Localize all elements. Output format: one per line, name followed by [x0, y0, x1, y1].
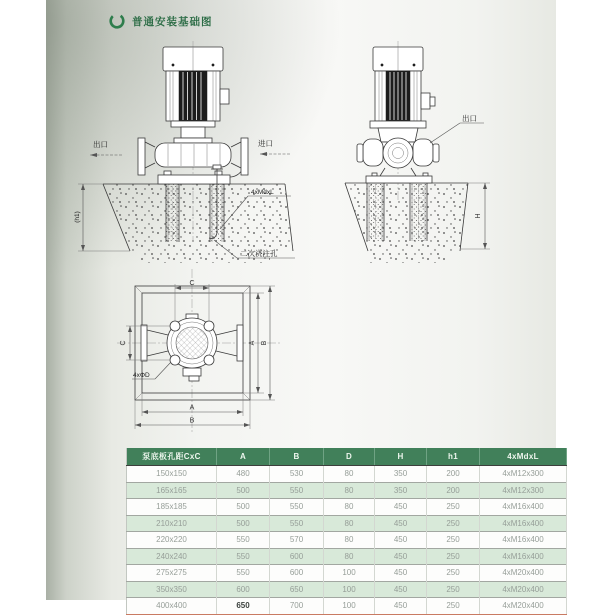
volute-casing [383, 138, 413, 168]
front-view-drawing [60, 35, 310, 270]
foundation-side [345, 183, 468, 263]
grout-hole-label: 二次浇注孔 [240, 249, 278, 258]
row-size-cell: 240x240 [127, 548, 217, 565]
row-value-cell: 550 [270, 482, 324, 499]
col-header-h1: h1 [427, 448, 480, 466]
row-value-cell: 80 [324, 515, 375, 532]
row-size-cell: 275x275 [127, 565, 217, 582]
row-size-cell: 350x350 [127, 581, 217, 598]
table-row [127, 532, 567, 549]
row-value-cell: 500 [217, 499, 270, 516]
row-value-cell: 550 [217, 565, 270, 582]
row-value-cell: 550 [217, 548, 270, 565]
dim-b-bottom-label: B [189, 417, 195, 425]
h1-dim-label: (h1) [74, 211, 81, 223]
row-value-cell: 80 [324, 482, 375, 499]
table-row [127, 548, 567, 565]
table-row [127, 515, 567, 532]
col-header-h: H [375, 448, 427, 466]
row-value-cell: 550 [270, 499, 324, 516]
inlet-callout-front [258, 138, 290, 156]
right-flange [237, 325, 243, 361]
pump-plan [141, 314, 243, 381]
plan-view-drawing [105, 263, 300, 445]
row-value-cell: 4xM12x300 [480, 482, 567, 499]
row-value-cell: 4xM16x400 [480, 548, 567, 565]
table-row [127, 565, 567, 582]
row-value-cell: 650 [270, 581, 324, 598]
row-value-cell: 650 [217, 598, 270, 615]
volute-barrel [155, 143, 231, 167]
row-value-cell: 450 [375, 548, 427, 565]
dim-c-top-label: C [189, 280, 195, 287]
row-value-cell: 450 [375, 499, 427, 516]
h-dim-label: H [475, 213, 482, 219]
left-flange [141, 325, 147, 361]
col-header-a: A [217, 448, 270, 466]
outlet-label: 出口 [462, 114, 477, 123]
row-value-cell: 450 [375, 581, 427, 598]
dim-a-right-label: A [249, 340, 256, 346]
row-value-cell: 350 [375, 466, 427, 483]
row-size-cell: 400x400 [127, 598, 217, 615]
brand-logo-icon [108, 12, 126, 30]
side-view-drawing [330, 35, 550, 270]
dim-a-bottom-label: A [189, 404, 195, 412]
row-value-cell: 4xM20x400 [480, 581, 567, 598]
page-title: 普通安装基础图 [132, 15, 213, 28]
row-size-cell: 165x165 [127, 482, 217, 499]
row-value-cell: 500 [217, 482, 270, 499]
row-value-cell: 4xM16x400 [480, 499, 567, 516]
row-value-cell: 250 [427, 532, 480, 549]
outlet-label: 出口 [93, 140, 108, 149]
table-header-row [127, 448, 567, 466]
dim-b-right-label: B [261, 340, 268, 346]
outlet-flange [138, 138, 145, 175]
row-value-cell: 500 [217, 515, 270, 532]
row-value-cell: 4xM20x400 [480, 598, 567, 615]
col-header-cxc: 泵底板孔距CxC [127, 448, 217, 466]
row-size-cell: 185x185 [127, 499, 217, 516]
table-row [127, 466, 567, 483]
table-row [127, 581, 567, 598]
inlet-label: 进口 [258, 139, 273, 148]
row-value-cell: 250 [427, 598, 480, 615]
row-size-cell: 150x150 [127, 466, 217, 483]
impeller-hatch [176, 327, 208, 359]
row-value-cell: 200 [427, 482, 480, 499]
row-value-cell: 700 [270, 598, 324, 615]
bolt-hole-label: 4xΦD [133, 372, 150, 379]
row-value-cell: 250 [427, 581, 480, 598]
row-value-cell: 600 [270, 565, 324, 582]
row-value-cell: 4xM20x400 [480, 565, 567, 582]
row-value-cell: 4xM16x400 [480, 532, 567, 549]
spec-table-body [127, 466, 567, 615]
row-value-cell: 250 [427, 515, 480, 532]
row-value-cell: 4xM12x300 [480, 466, 567, 483]
inlet-flange [241, 138, 248, 175]
row-value-cell: 250 [427, 565, 480, 582]
row-value-cell: 80 [324, 466, 375, 483]
row-value-cell: 530 [270, 466, 324, 483]
table-row [127, 482, 567, 499]
row-value-cell: 600 [270, 548, 324, 565]
row-value-cell: 200 [427, 466, 480, 483]
row-value-cell: 450 [375, 515, 427, 532]
row-value-cell: 450 [375, 532, 427, 549]
row-value-cell: 550 [270, 515, 324, 532]
col-header-bolt: 4xMdxL [480, 448, 567, 466]
row-value-cell: 100 [324, 598, 375, 615]
terminal-box [421, 93, 430, 109]
row-value-cell: 550 [217, 532, 270, 549]
row-value-cell: 80 [324, 548, 375, 565]
row-value-cell: 600 [217, 581, 270, 598]
spec-table [126, 448, 567, 615]
row-value-cell: 480 [217, 466, 270, 483]
outlet-callout-side [430, 113, 484, 143]
row-value-cell: 450 [375, 598, 427, 615]
row-value-cell: 250 [427, 548, 480, 565]
row-value-cell: 80 [324, 499, 375, 516]
pump-side [357, 47, 439, 183]
col-header-d: D [324, 448, 375, 466]
catalog-page [46, 0, 556, 611]
row-size-cell: 220x220 [127, 532, 217, 549]
anchor-bolt-spec-label: 4xMdxL [251, 189, 274, 196]
pump-front [138, 47, 248, 184]
page-header [108, 10, 213, 32]
base-plate [158, 175, 230, 184]
row-size-cell: 210x210 [127, 515, 217, 532]
dimension-a-bottom [142, 393, 243, 416]
table-row [127, 499, 567, 516]
base-plate [366, 176, 432, 183]
row-value-cell: 100 [324, 581, 375, 598]
row-value-cell: 4xM16x400 [480, 515, 567, 532]
dim-c-left-label: C [120, 340, 127, 346]
row-value-cell: 100 [324, 565, 375, 582]
row-value-cell: 350 [375, 482, 427, 499]
row-value-cell: 250 [427, 499, 480, 516]
terminal-box [220, 89, 229, 104]
row-value-cell: 80 [324, 532, 375, 549]
row-value-cell: 450 [375, 565, 427, 582]
col-header-b: B [270, 448, 324, 466]
outlet-callout-front [90, 139, 122, 157]
bolt-hole-callout [132, 362, 171, 379]
row-value-cell: 570 [270, 532, 324, 549]
